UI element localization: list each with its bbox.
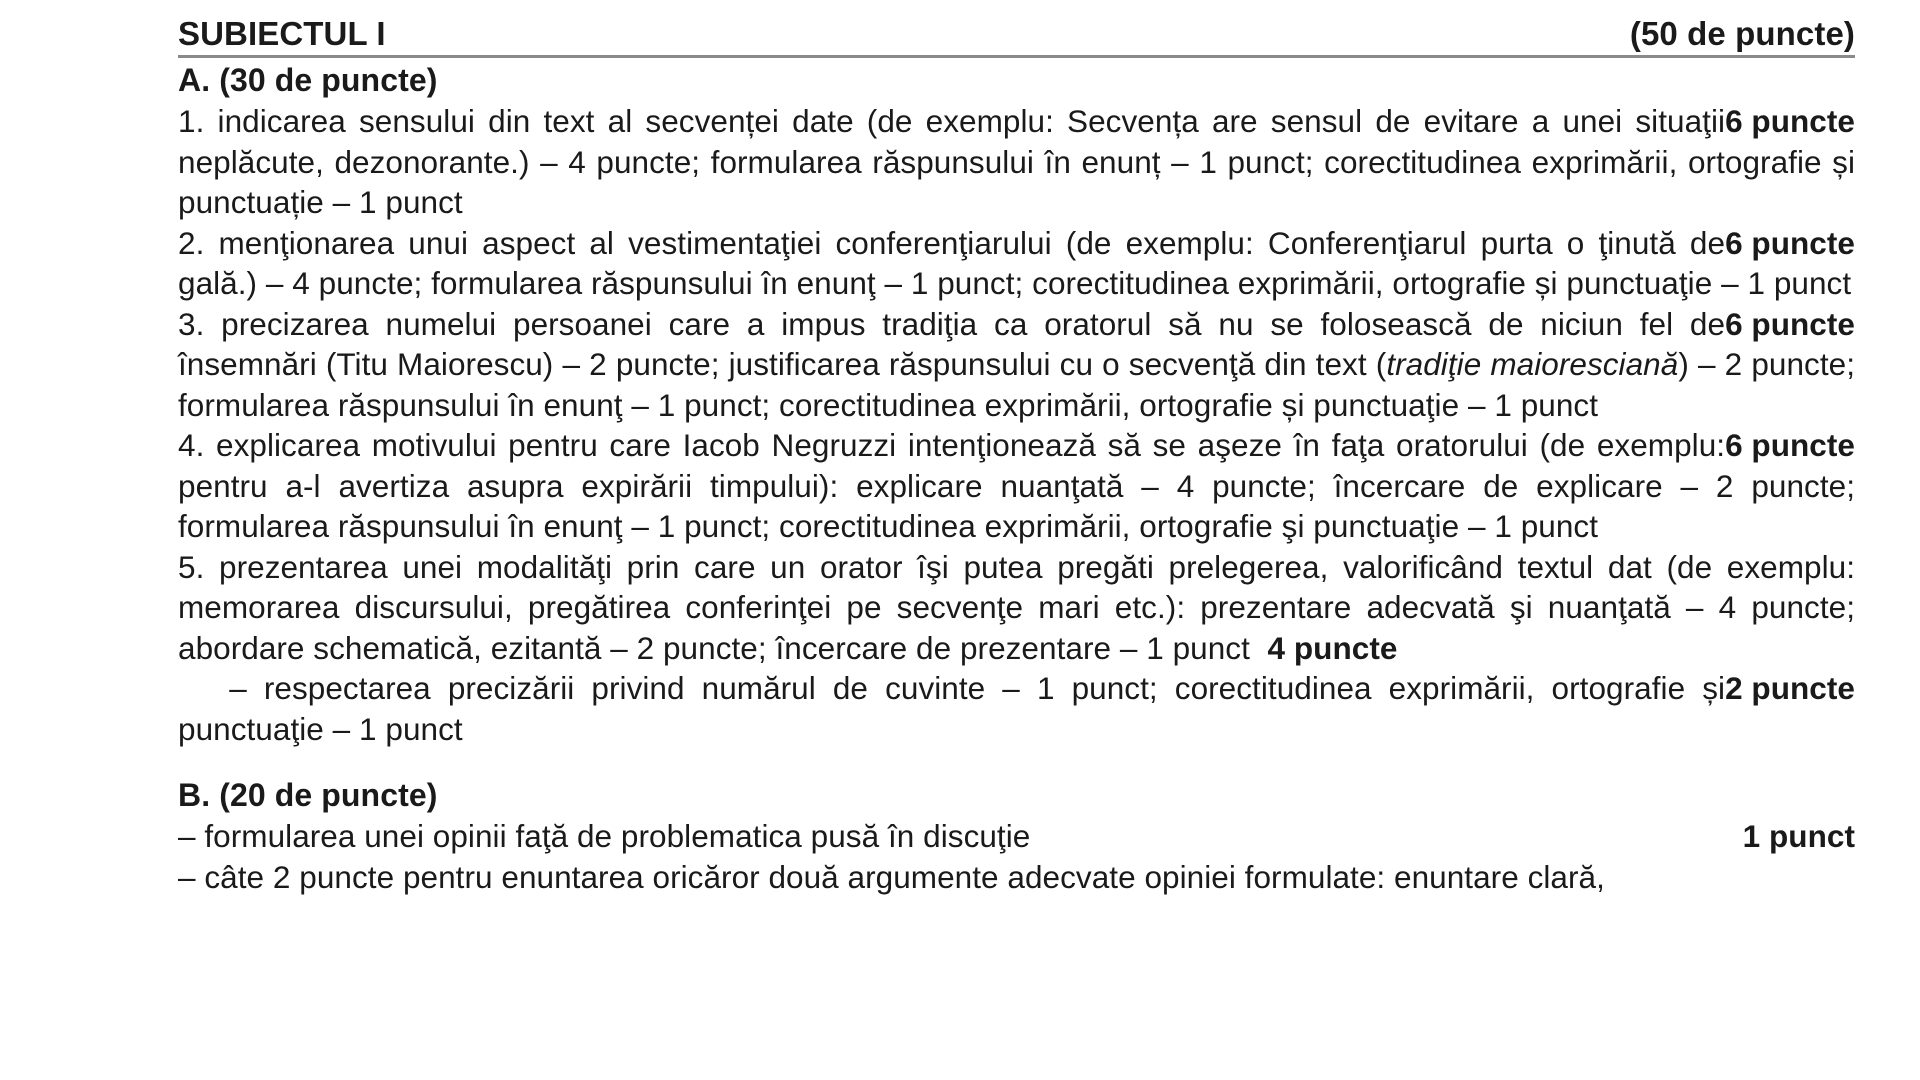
grading-item-1-score: 6 puncte xyxy=(1725,103,1855,139)
grading-item-3-score: 6 puncte xyxy=(1725,305,1855,342)
grading-item-5-subitem-score: 2 puncte xyxy=(1725,670,1855,706)
grading-item-b-2 xyxy=(178,857,1855,898)
grading-item-5-subitem xyxy=(178,668,1855,749)
grading-item-3-text-part-1: 3. precizarea numelui persoanei care a impus tradiţia ca oratorul să nu se folosească de niciun fel de însemnări (Titu Maiorescu) – 2 puncte; justificarea răspunsului cu o secvenţă din text ( xyxy=(178,305,1726,382)
grading-item-1-text: 1. indicarea sensului din text al secvenței date (de exemplu: Secvența are sensul de evitare a unei situaţii neplăcute, dezonorante.) – 4 puncte; formularea răspunsului în enunț – 1 punct; corectitudinea exprimării, ortografie și punctuație – 1 punct xyxy=(178,103,1855,220)
document-body xyxy=(178,14,1855,897)
section-spacer xyxy=(178,749,1855,775)
grading-item-b-1-score: 1 punct xyxy=(1742,818,1855,854)
grading-item-1 xyxy=(178,101,1855,223)
grading-item-5 xyxy=(178,547,1855,669)
grading-item-4-text: 4. explicarea motivului pentru care Iacob Negruzzi intenţionează să se aşeze în faţa oratorului (de exemplu: pentru a-l avertiza asupra expirării timpului): explicare nuanţată – 4 puncte; încercare de explicare – 2 puncte; formularea răspunsului în enunţ – 1 punct; corectitudinea exprimării, ortografie şi punctuaţie – 1 punct xyxy=(178,427,1855,544)
grading-item-5-score: 4 puncte xyxy=(1267,629,1398,666)
grading-item-2-text: 2. menţionarea unui aspect al vestimentaţiei conferenţiarului (de exemplu: Conferenţiarul purta o ţinută de gală.) – 4 puncte; formularea răspunsului în enunţ – 1 punct; corectitudinea exprimării, ortografie și punctuaţie – 1 punct xyxy=(178,224,1852,301)
page-title: SUBIECTUL I xyxy=(178,15,386,52)
grading-item-2-score: 6 puncte xyxy=(1725,224,1855,261)
grading-item-b-1 xyxy=(178,816,1855,857)
section-b-heading: B. (20 de puncte) xyxy=(178,777,438,813)
grading-item-b-1-text: – formularea unei opinii faţă de problematica pusă în discuţie xyxy=(178,818,1031,854)
grading-item-5-subitem-text: – respectarea precizării privind numărul de cuvinte – 1 punct; corectitudinea exprimării, ortografie și punctuaţie – 1 punct xyxy=(178,670,1726,747)
section-a-heading: A. (30 de puncte) xyxy=(178,62,438,98)
grading-item-3-text-part-2: ) – 2 puncte; formularea răspunsului în enunţ – 1 punct; corectitudinea exprimării, ortografie și punctuaţie – 1 punct xyxy=(178,346,1855,423)
grading-item-4 xyxy=(178,425,1855,547)
grading-item-b-2-text: – câte 2 puncte pentru enuntarea oricăror două argumente adecvate opiniei formulate: enuntare clară, xyxy=(178,858,1605,895)
document-header xyxy=(178,14,1855,58)
header-total-points: (50 de puncte) xyxy=(1629,15,1855,52)
grading-item-4-score: 6 puncte xyxy=(1725,427,1855,463)
grading-item-3 xyxy=(178,304,1855,426)
grading-item-5-text: 5. prezentarea unei modalităţi prin care un orator îşi putea pregăti prelegerea, valorificând textul dat (de exemplu: memorarea discursului, pregătirea conferinţei pe secvenţe mari etc.): prezentare adecvată şi nuanţată – 4 puncte; abordare schematică, ezitantă – 2 puncte; încercare de prezentare – 1 punct xyxy=(178,548,1855,666)
grading-item-2 xyxy=(178,223,1855,304)
grading-item-3-italic-quote: tradiţie maioresciană xyxy=(1386,346,1679,382)
